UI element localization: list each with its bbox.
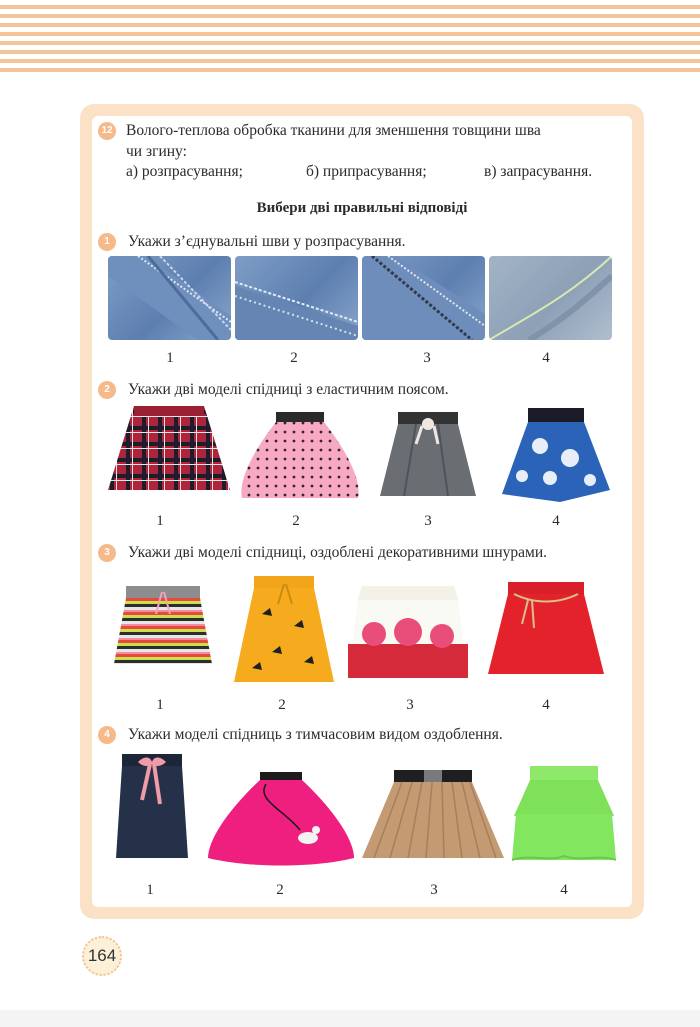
option-label: 3 [423,350,431,366]
answer-option-a: а) розпрасування; [126,163,243,180]
skirt-photo-polka-tulle [236,410,364,502]
bottom-band [0,1010,700,1027]
option-label: 4 [542,350,550,366]
seam-photo-3 [362,256,485,340]
option-label: 3 [406,697,414,713]
option-label: 3 [430,882,438,898]
skirt-photo-pink-poodle [204,770,358,870]
option-label: 4 [560,882,568,898]
seam-photo-4 [489,256,612,340]
question-text: Укажи моделі спідниць з тимчасовим видом оздоблення. [128,726,503,743]
page-number: 164 [82,936,122,976]
option-label: 2 [278,697,286,713]
option-label: 2 [276,882,284,898]
option-label: 1 [156,513,164,529]
answer-option-c: в) запрасування. [484,163,593,180]
skirt-photo-beige-pleated [358,768,508,864]
question-text-continued: чи згину: [126,143,187,160]
question-text: Волого-теплова обробка тканини для зменшення товщини шва [126,122,541,139]
skirt-photo-green-ruffle [510,764,618,864]
question-number-badge: 2 [98,381,116,399]
skirt-photo-blue-floral [500,406,612,506]
skirt-photo-striped [110,584,216,666]
option-label: 1 [146,882,154,898]
seam-photo-1 [108,256,231,340]
option-label: 3 [424,513,432,529]
question-number-badge: 1 [98,233,116,251]
header-stripes [0,0,700,76]
skirt-photo-yellow [232,574,336,688]
option-label: 4 [552,513,560,529]
question-text: Укажи дві моделі спідниці, оздоблені декоративними шнурами. [128,544,548,561]
skirt-photo-navy-bow [112,752,192,862]
option-label: 2 [292,513,300,529]
question-number-badge: 3 [98,544,116,562]
option-label: 4 [542,697,550,713]
question-text: Укажи дві моделі спідниці з еластичним поясом. [128,381,449,398]
option-label: 2 [290,350,298,366]
skirt-photo-red-white-floral [344,584,472,682]
seam-photo-2 [235,256,358,340]
skirt-photo-grey-bow [376,410,480,502]
section-heading: Вибери дві правильні відповіді [256,200,468,216]
skirt-photo-red-cord [484,580,608,678]
question-number-badge: 12 [98,122,116,140]
question-number-badge: 4 [98,726,116,744]
question-text: Укажи з’єднувальні шви у розпрасування. [128,233,406,250]
answer-option-b: б) припрасування; [306,163,427,180]
option-label: 1 [156,697,164,713]
option-label: 1 [166,350,174,366]
skirt-photo-plaid [104,404,234,500]
